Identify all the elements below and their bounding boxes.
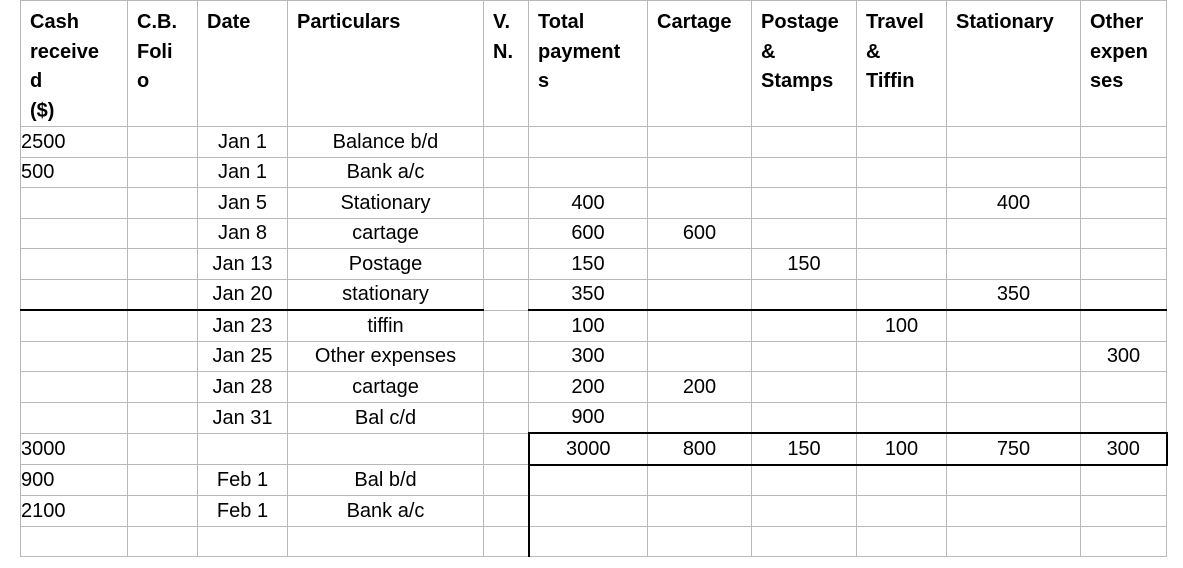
table-row <box>21 249 1167 280</box>
cb-folio-cell <box>128 372 198 403</box>
empty-cell <box>128 465 198 496</box>
total-payments-cell: 100 <box>529 310 648 341</box>
other-expenses-cell <box>1081 310 1167 341</box>
stationary-cell <box>947 249 1081 280</box>
cartage-cell <box>648 279 752 310</box>
vn-cell <box>484 310 529 341</box>
cartage-cell <box>648 157 752 188</box>
cash-received-cell <box>21 218 128 249</box>
vn-cell <box>484 188 529 219</box>
particulars-cell: tiffin <box>288 310 484 341</box>
vn-cell <box>484 249 529 280</box>
other-expenses-cell: 300 <box>1081 341 1167 372</box>
header-postage-stamps: Postage & Stamps <box>752 1 857 127</box>
date-cell: Jan 1 <box>198 127 288 158</box>
total-payments-cell <box>529 157 648 188</box>
cb-folio-cell <box>128 249 198 280</box>
stationary-cell <box>947 218 1081 249</box>
travel-cell <box>857 127 947 158</box>
particulars-cell: Bal b/d <box>288 465 484 496</box>
cartage-cell <box>648 188 752 219</box>
total-cartage-cell: 800 <box>648 433 752 465</box>
postage-cell: 150 <box>752 249 857 280</box>
date-cell: Jan 5 <box>198 188 288 219</box>
particulars-cell: Bank a/c <box>288 157 484 188</box>
travel-cell <box>857 218 947 249</box>
travel-cell <box>857 279 947 310</box>
empty-cell <box>484 526 529 557</box>
postage-cell <box>752 157 857 188</box>
travel-cell <box>857 402 947 433</box>
total-total-cell: 3000 <box>529 433 648 465</box>
empty-cell <box>1081 465 1167 496</box>
header-total-payments: Total payment s <box>529 1 648 127</box>
cash-received-cell: 500 <box>21 157 128 188</box>
particulars-cell: cartage <box>288 372 484 403</box>
empty-cell <box>648 465 752 496</box>
vn-cell <box>484 402 529 433</box>
total-postage-cell: 150 <box>752 433 857 465</box>
table-row <box>21 310 1167 341</box>
cash-received-cell <box>21 279 128 310</box>
total-travel-cell: 100 <box>857 433 947 465</box>
empty-cell <box>648 526 752 557</box>
vn-cell <box>484 372 529 403</box>
header-date: Date <box>198 1 288 127</box>
table-row <box>21 526 1167 557</box>
postage-cell <box>752 372 857 403</box>
table-row <box>21 127 1167 158</box>
empty-cell <box>128 433 198 465</box>
cash-cell: 900 <box>21 465 128 496</box>
date-cell: Jan 25 <box>198 341 288 372</box>
postage-cell <box>752 218 857 249</box>
date-cell: Jan 20 <box>198 279 288 310</box>
stationary-cell <box>947 402 1081 433</box>
date-cell <box>198 526 288 557</box>
empty-cell <box>947 496 1081 527</box>
header-cash-received: Cash receive d ($) <box>21 1 128 127</box>
postage-cell <box>752 127 857 158</box>
total-other-cell: 300 <box>1081 433 1167 465</box>
travel-cell <box>857 249 947 280</box>
empty-cell <box>529 526 648 557</box>
empty-cell <box>529 465 648 496</box>
other-expenses-cell <box>1081 249 1167 280</box>
empty-cell <box>288 433 484 465</box>
header-travel-tiffin: Travel & Tiffin <box>857 1 947 127</box>
particulars-cell: Other expenses <box>288 341 484 372</box>
cb-folio-cell <box>128 218 198 249</box>
date-cell: Jan 28 <box>198 372 288 403</box>
empty-cell <box>484 433 529 465</box>
empty-cell <box>128 496 198 527</box>
total-payments-cell: 600 <box>529 218 648 249</box>
cb-folio-cell <box>128 341 198 372</box>
travel-cell <box>857 372 947 403</box>
table-row <box>21 279 1167 310</box>
totals-row <box>21 433 1167 465</box>
empty-cell <box>947 526 1081 557</box>
empty-cell <box>484 496 529 527</box>
stationary-cell <box>947 127 1081 158</box>
header-other-expenses: Other expen ses <box>1081 1 1167 127</box>
empty-cell <box>752 465 857 496</box>
table-row <box>21 465 1167 496</box>
particulars-cell: stationary <box>288 279 484 310</box>
empty-cell <box>857 526 947 557</box>
empty-cell <box>198 433 288 465</box>
table-row <box>21 341 1167 372</box>
total-payments-cell: 900 <box>529 402 648 433</box>
table-row <box>21 188 1167 219</box>
cash-received-cell <box>21 188 128 219</box>
header-row <box>21 1 1167 127</box>
empty-cell <box>1081 496 1167 527</box>
cartage-cell <box>648 310 752 341</box>
empty-cell <box>857 496 947 527</box>
other-expenses-cell <box>1081 218 1167 249</box>
header-cartage: Cartage <box>648 1 752 127</box>
postage-cell <box>752 279 857 310</box>
stationary-cell <box>947 310 1081 341</box>
particulars-cell <box>288 526 484 557</box>
cash-received-cell <box>21 341 128 372</box>
stationary-cell: 400 <box>947 188 1081 219</box>
cash-received-cell <box>21 372 128 403</box>
total-stationary-cell: 750 <box>947 433 1081 465</box>
postage-cell <box>752 188 857 219</box>
date-cell: Feb 1 <box>198 465 288 496</box>
cb-folio-cell <box>128 157 198 188</box>
empty-cell <box>648 496 752 527</box>
table-row <box>21 372 1167 403</box>
empty-cell <box>752 496 857 527</box>
cash-received-cell <box>21 310 128 341</box>
other-expenses-cell <box>1081 279 1167 310</box>
other-expenses-cell <box>1081 372 1167 403</box>
empty-cell <box>752 526 857 557</box>
vn-cell <box>484 279 529 310</box>
total-payments-cell: 350 <box>529 279 648 310</box>
cash-cell <box>21 526 128 557</box>
date-cell: Jan 13 <box>198 249 288 280</box>
cartage-cell: 200 <box>648 372 752 403</box>
cartage-cell <box>648 341 752 372</box>
cash-received-cell: 2500 <box>21 127 128 158</box>
total-payments-cell: 300 <box>529 341 648 372</box>
cartage-cell <box>648 402 752 433</box>
header-stationary: Stationary <box>947 1 1081 127</box>
cartage-cell <box>648 127 752 158</box>
total-payments-cell <box>529 127 648 158</box>
total-payments-cell: 150 <box>529 249 648 280</box>
stationary-cell <box>947 341 1081 372</box>
total-payments-cell: 400 <box>529 188 648 219</box>
vn-cell <box>484 127 529 158</box>
travel-cell: 100 <box>857 310 947 341</box>
stationary-cell <box>947 157 1081 188</box>
other-expenses-cell <box>1081 402 1167 433</box>
header-particulars: Particulars <box>288 1 484 127</box>
vn-cell <box>484 218 529 249</box>
date-cell: Feb 1 <box>198 496 288 527</box>
date-cell: Jan 1 <box>198 157 288 188</box>
travel-cell <box>857 157 947 188</box>
table-row <box>21 218 1167 249</box>
postage-cell <box>752 341 857 372</box>
particulars-cell: Postage <box>288 249 484 280</box>
total-payments-cell: 200 <box>529 372 648 403</box>
table-row <box>21 157 1167 188</box>
empty-cell <box>947 465 1081 496</box>
empty-cell <box>128 526 198 557</box>
date-cell: Jan 31 <box>198 402 288 433</box>
empty-cell <box>1081 526 1167 557</box>
cartage-cell <box>648 249 752 280</box>
empty-cell <box>484 465 529 496</box>
cash-received-cell <box>21 249 128 280</box>
date-cell: Jan 8 <box>198 218 288 249</box>
cb-folio-cell <box>128 402 198 433</box>
particulars-cell: cartage <box>288 218 484 249</box>
date-cell: Jan 23 <box>198 310 288 341</box>
cartage-cell: 600 <box>648 218 752 249</box>
stationary-cell: 350 <box>947 279 1081 310</box>
cb-folio-cell <box>128 310 198 341</box>
vn-cell <box>484 157 529 188</box>
cash-received-cell <box>21 402 128 433</box>
empty-cell <box>529 496 648 527</box>
postage-cell <box>752 310 857 341</box>
particulars-cell: Balance b/d <box>288 127 484 158</box>
empty-cell <box>857 465 947 496</box>
other-expenses-cell <box>1081 127 1167 158</box>
travel-cell <box>857 341 947 372</box>
petty-cash-book-table <box>20 0 1168 557</box>
cb-folio-cell <box>128 279 198 310</box>
table-row <box>21 496 1167 527</box>
cb-folio-cell <box>128 188 198 219</box>
header-cb-folio: C.B. Foli o <box>128 1 198 127</box>
travel-cell <box>857 188 947 219</box>
header-vn: V. N. <box>484 1 529 127</box>
other-expenses-cell <box>1081 157 1167 188</box>
particulars-cell: Stationary <box>288 188 484 219</box>
stationary-cell <box>947 372 1081 403</box>
total-cash-cell: 3000 <box>21 433 128 465</box>
vn-cell <box>484 341 529 372</box>
postage-cell <box>752 402 857 433</box>
particulars-cell: Bank a/c <box>288 496 484 527</box>
cash-cell: 2100 <box>21 496 128 527</box>
other-expenses-cell <box>1081 188 1167 219</box>
table-row <box>21 402 1167 433</box>
cb-folio-cell <box>128 127 198 158</box>
particulars-cell: Bal c/d <box>288 402 484 433</box>
